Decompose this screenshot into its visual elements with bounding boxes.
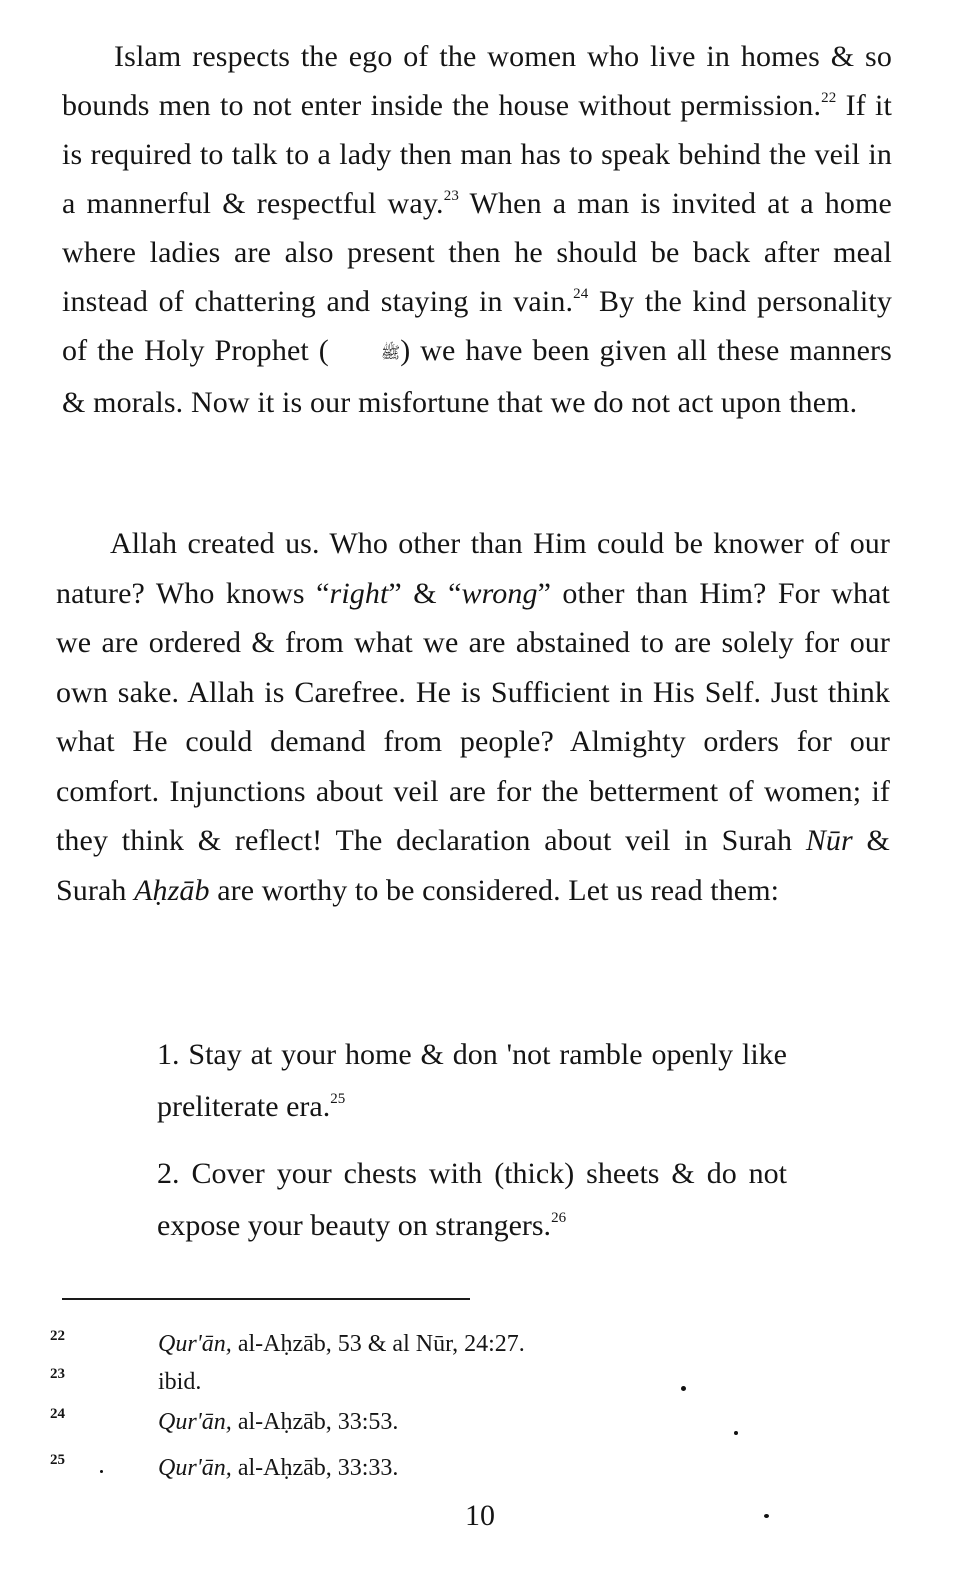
word-right: right: [329, 576, 389, 610]
footnote-23: [50, 1363, 750, 1401]
scan-speck: [764, 1514, 769, 1518]
paragraph-1-text-d: By the kind personality of the Holy Prophet (: [62, 285, 892, 367]
footnote-citation: ibid.: [158, 1369, 202, 1395]
footnote-22: [50, 1325, 750, 1363]
paragraph-2-text-a: Allah created us. Who other than Him could be knower of our nature? Who knows “: [56, 527, 890, 610]
paragraph-2-text-e: are worthy to be considered. Let us read them:: [209, 873, 780, 907]
paragraph-1-text-c: When a man is invited at a home where ladies are also present then he should be back after meal instead of chattering and staying in vain.: [62, 187, 892, 318]
paragraph-2-text-b: ” & “: [388, 576, 462, 610]
footnote-ref-23: 23: [443, 188, 459, 204]
list-item-1-text: 1. Stay at your home & don 'not ramble openly like preliterate era.: [157, 1038, 787, 1123]
footnote-25: [50, 1449, 750, 1487]
footnote-citation: al-Aḥzāb, 33:33.: [231, 1455, 399, 1481]
honorific-glyph: ﷺ: [380, 345, 401, 362]
paragraph-2-text-d: & Surah: [56, 824, 890, 907]
footnote-ref-24: 24: [573, 286, 589, 302]
footnote-ref-25: 25: [330, 1091, 346, 1107]
paragraph-2-text-c: ” other than Him? For what we are ordered & from what we are abstained to are solely for our own sake. Allah is Carefree. He is Sufficient in His Self. Just think what He could demand from people? Almighty orders for our comfort. Injunctions about veil are for the betterment of women; if they think & reflect! The declaration about veil in Surah: [56, 576, 890, 857]
paragraph-1-text-e: ) we have been given all these manners & morals. Now it is our misfortune that we do not act upon them.: [62, 334, 893, 419]
paragraph-1-text-b: If it is required to talk to a lady then man has to speak behind the veil in a mannerful & respectful way.: [62, 89, 892, 220]
list-item-2-text: 2. Cover your chests with (thick) sheets & do not expose your beauty on strangers.: [157, 1157, 787, 1242]
footnote-text: [158, 1363, 201, 1401]
scan-speck: [100, 1470, 103, 1473]
footnote-source-title: Qur'ān,: [158, 1455, 232, 1481]
footnote-number: 25: [50, 1452, 65, 1468]
surah-nur: Nūr: [805, 824, 853, 857]
footnote-divider: [62, 1298, 470, 1300]
footnote-24: [50, 1403, 750, 1441]
footnote-ref-26: 26: [551, 1210, 567, 1226]
footnote-ref-22: 22: [821, 90, 837, 106]
page-number: 10: [465, 1499, 495, 1532]
footnote-text: [158, 1449, 398, 1487]
paragraph-1-text-a: Islam respects the ego of the women who live in homes & so bounds men to not enter inside the house without permission.: [62, 40, 892, 122]
list-item-2: [157, 1148, 787, 1252]
footnote-number: 22: [50, 1328, 65, 1344]
scan-speck: [681, 1386, 686, 1391]
footnote-source-title: Qur'ān,: [158, 1331, 232, 1357]
footnote-text: [158, 1325, 525, 1363]
surah-ahzab: Aḥzāb: [134, 873, 210, 907]
footnote-number: 23: [50, 1366, 65, 1382]
footnote-citation: al-Aḥzāb, 53 & al Nūr, 24:27.: [231, 1331, 525, 1357]
scan-speck: [734, 1431, 738, 1435]
body-paragraph-1: [62, 32, 892, 427]
footnote-text: [158, 1403, 398, 1441]
footnote-citation: al-Aḥzāb, 33:53.: [231, 1409, 399, 1435]
footnote-number: 24: [50, 1406, 65, 1422]
footnote-source-title: Qur'ān,: [158, 1409, 232, 1435]
body-paragraph-2: [56, 519, 890, 915]
word-wrong: wrong: [461, 576, 538, 610]
list-item-1: [157, 1029, 787, 1133]
